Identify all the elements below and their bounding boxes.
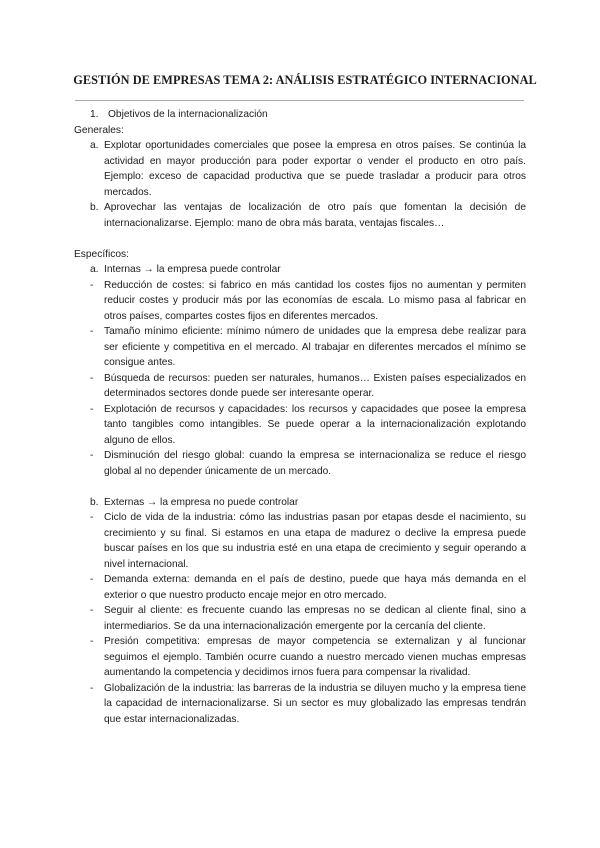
list-item	[90, 371, 526, 402]
document-title: GESTIÓN DE EMPRESAS TEMA 2: ANÁLISIS ESTRATÉGICO INTERNACIONAL	[73, 73, 537, 87]
list-item	[90, 278, 526, 325]
subsection-heading	[90, 495, 526, 511]
bullet-marker: -	[90, 326, 94, 337]
list-item-text: Demanda externa: demanda en el país de destino, puede que haya más demanda en el exterior o que nuestro producto encaje mejor en otro mercado.	[104, 574, 526, 601]
section-number: 1.	[90, 109, 99, 120]
list-item-text: Disminución del riesgo global: cuando la empresa se internacionaliza se reduce el riesgo global al no depender únicamente de un mercado.	[104, 450, 526, 477]
bullet-marker: -	[90, 682, 94, 694]
bullet-marker: -	[90, 450, 94, 461]
list-item-text: Aprovechar las ventajas de localización de otro país que fomentan la decisión de internacionalizarse. Ejemplo: mano de obra más barata, ventajas fiscales…	[104, 202, 526, 229]
list-item	[90, 603, 526, 634]
generales-heading: Generales:	[74, 124, 124, 136]
list-item-text: Globalización de la industria: las barreras de la industria se diluyen mucho y la empresa tiene la capacidad de internacionalizarse. Si un sector es muy globalizado las empresas tendrán que estar internacionalizadas.	[104, 682, 526, 725]
especificos-heading: Específicos:	[74, 248, 129, 260]
list-marker: a.	[90, 140, 99, 151]
list-item	[90, 510, 526, 572]
bullet-marker: -	[90, 636, 94, 647]
bullet-marker: -	[90, 512, 94, 523]
bullet-marker: -	[90, 279, 94, 291]
list-marker: b.	[90, 496, 99, 508]
subsection-heading	[90, 262, 526, 278]
bullet-marker: -	[90, 574, 94, 585]
document-body	[74, 107, 526, 727]
list-item-text: Tamaño mínimo eficiente: mínimo número de unidades que la empresa debe realizar para ser eficiente y competitiva en el mercado. Al trabajar en diferentes mercados el mínimo se consigue antes.	[104, 326, 526, 368]
list-item	[90, 402, 526, 449]
list-item	[90, 634, 526, 681]
title-divider	[75, 100, 524, 101]
list-item-text: Presión competitiva: empresas de mayor competencia se externalizan y al funcionar seguimos el ejemplo. También ocurre cuando a nuestro mercado vienen muchas empresas aumentando la competencia y decidimos irnos fuera para compensar la rivalidad.	[104, 636, 526, 678]
list-item	[90, 200, 526, 231]
bullet-marker: -	[90, 372, 94, 384]
list-item-text: Explotación de recursos y capacidades: los recursos y capacidades que posee la empresa tanto tangibles como intangibles. Se puede operar a la internacionalización explotando alguno de ellos.	[104, 403, 526, 446]
list-item-text: Reducción de costes: si fabrico en más cantidad los costes fijos no aumentan y permiten reducir costes y producir más por las economías de escala. Lo mismo pasa al fabricar en otros países, compartes costes fijos en diferentes mercados.	[104, 279, 526, 322]
section-heading	[74, 107, 526, 123]
list-marker: a.	[90, 264, 99, 275]
subsection-label: Internas → la empresa puede controlar	[104, 264, 281, 275]
list-item-text: Explotar oportunidades comerciales que posee la empresa en otros países. Se continúa la actividad en mayor producción para poder exportar o vender el producto en otro país. Ejemplo: exceso de capacidad productiva que se puede trasladar a producir para otros mercados.	[104, 140, 526, 198]
list-item	[90, 138, 526, 200]
subsection-label: Externas → la empresa no puede controlar	[104, 496, 299, 508]
list-item-text: Seguir al cliente: es frecuente cuando las empresas no se dedican al cliente final, sino a intermediarios. Se da una internacionalización emergente por la cercanía del cliente.	[104, 605, 526, 632]
bullet-marker: -	[90, 605, 94, 616]
list-item-text: Ciclo de vida de la industria: cómo las industrias pasan por etapas desde el nacimiento, su crecimiento y su final. Si estamos en una etapa de madurez o declive la empresa puede buscar países en los que su industria esté en una etapa de crecimiento y seguir operando a nivel internacional.	[104, 512, 526, 570]
list-item	[90, 572, 526, 603]
bullet-marker: -	[90, 403, 94, 415]
list-marker: b.	[90, 202, 99, 213]
list-item	[90, 448, 526, 479]
list-item-text: Búsqueda de recursos: pueden ser naturales, humanos… Existen países especializados en determinados sectores donde puede ser interesante operar.	[104, 372, 526, 399]
list-item	[90, 681, 526, 728]
list-item	[90, 324, 526, 371]
section-label: Objetivos de la internacionalización	[108, 109, 268, 120]
